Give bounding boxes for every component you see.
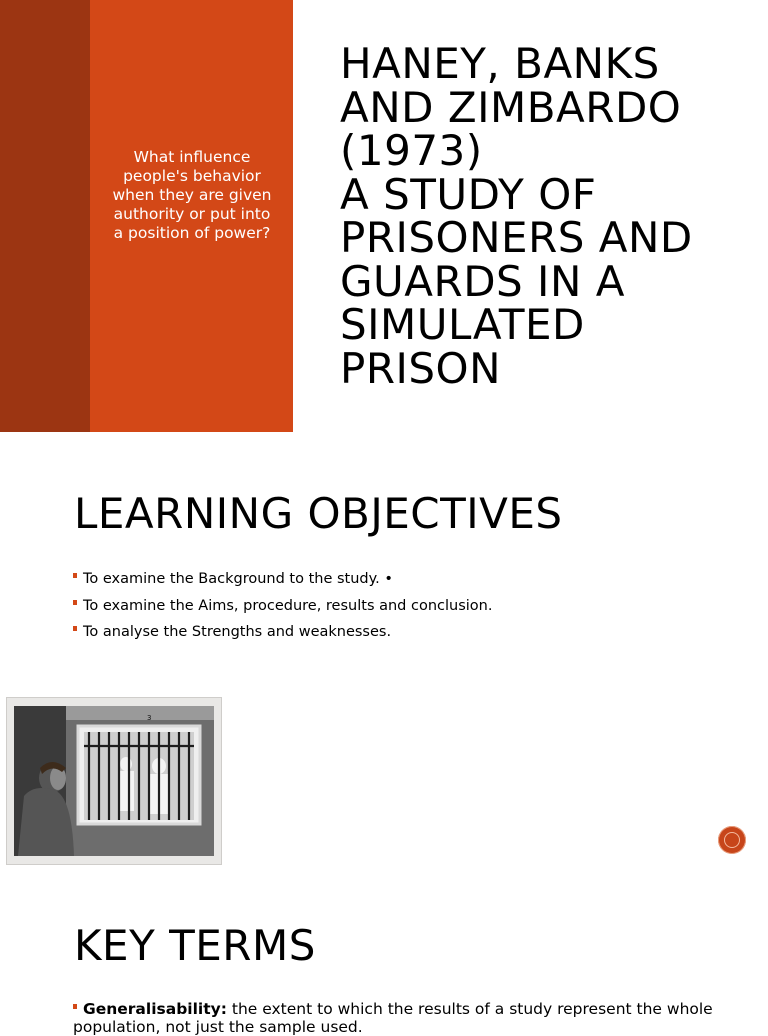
title-line: PRISON [340, 343, 502, 393]
term-definition: the extent to which the results of a study represent the whole population, not just the sample used. [73, 1000, 713, 1036]
slide-title [340, 39, 760, 393]
square-bullet-icon [73, 573, 77, 578]
prison-photo [6, 697, 222, 865]
title-slide [0, 0, 768, 432]
title-line: GUARDS IN A [340, 256, 625, 306]
circle-nav-icon[interactable] [718, 826, 746, 854]
list-item [73, 1000, 753, 1036]
key-terms-list [73, 1000, 753, 1036]
list-item [73, 566, 492, 593]
list-item [73, 619, 492, 646]
prison-cell-image [14, 706, 214, 856]
objectives-heading: LEARNING OBJECTIVES [74, 489, 563, 538]
title-line: HANEY, BANKS [340, 39, 660, 88]
square-bullet-icon [73, 600, 77, 605]
list-item [73, 593, 492, 620]
objectives-list [73, 566, 492, 646]
title-line: PRISONERS AND [340, 213, 693, 262]
square-bullet-icon [73, 626, 77, 631]
dark-accent-band [0, 0, 90, 432]
cell-number: 3 [147, 714, 152, 722]
title-line: AND ZIMBARDO [340, 82, 682, 132]
term-name: Generalisability: [83, 1000, 227, 1018]
title-line: SIMULATED [340, 300, 585, 349]
objective-text: To examine the Aims, procedure, results and conclusion. [83, 597, 493, 614]
circle-nav-icon-ring [724, 832, 740, 848]
key-terms-heading: KEY TERMS [74, 921, 316, 970]
objective-text: To examine the Background to the study. • [83, 571, 393, 587]
square-bullet-icon [73, 1004, 77, 1009]
slide-question: What influence people's behavior when they are given authority or put into a position of power? [112, 148, 272, 242]
title-line: A STUDY OF [340, 169, 597, 219]
title-line: (1973) [340, 126, 483, 175]
objective-text: To analyse the Strengths and weaknesses. [83, 624, 392, 640]
